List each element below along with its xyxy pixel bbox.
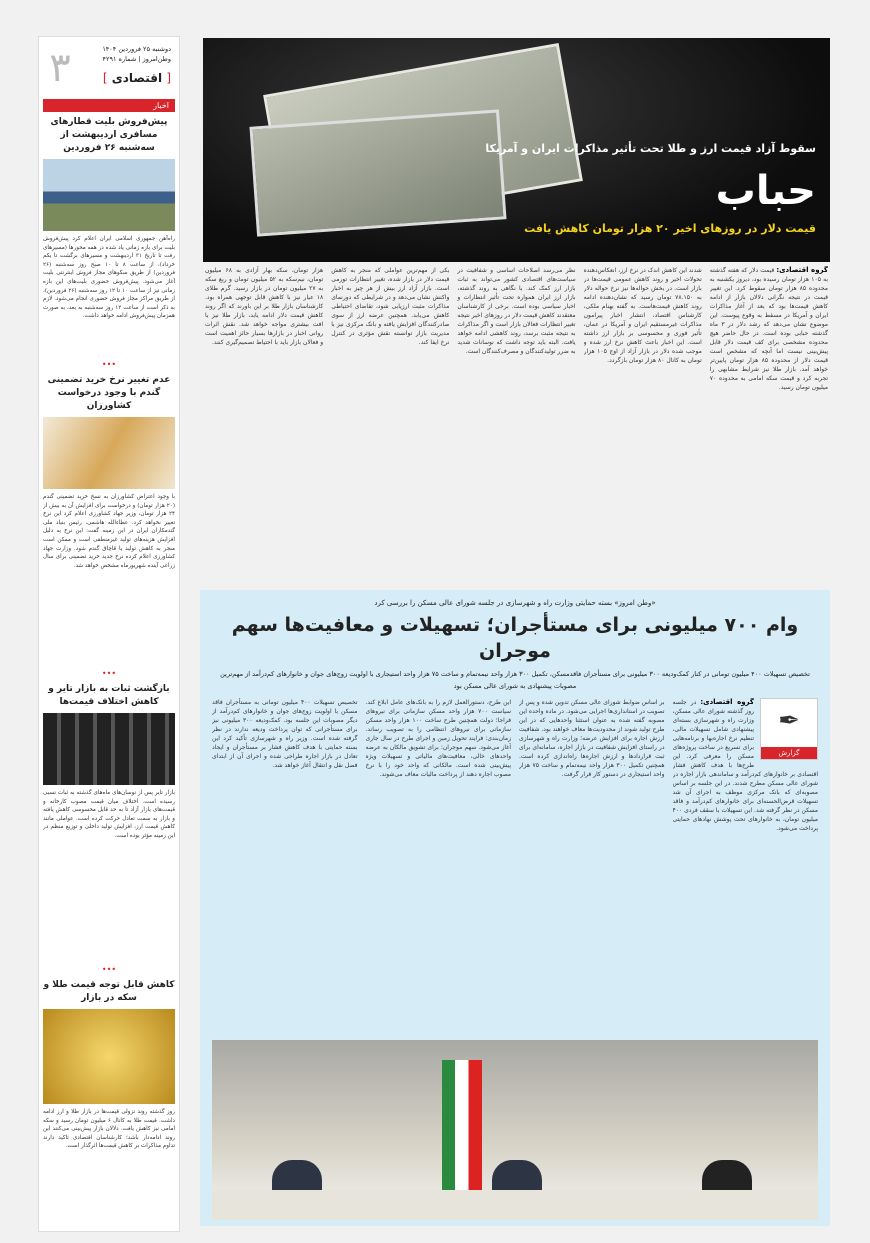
article-column: شدند این کاهش اندک در نرخ ارز، انعکاس‌دهنده تحولات اخیر و روند کاهش عمومی قیمت‌ها در بازار است. در بخش حواله‌ها نیز نرخ حواله دلار به ۷۸.۱۵۰ تومان رسید که نشان‌دهنده ادامه روند کاهش قیمت‌هاست. به گفته بهنام ملکی، کارشناس اقتصاد، انتشار اخبار پیرامون مذاکرات غیرمستقیم ایران و آمریکا در عمان، تأثیر فوری و محسوسی بر بازار ارز داشته است. این اخبار باعث کاهش نرخ ارز شده و موجب شده دلار در بازار آزاد از اوج ۱۰۵ هزار تومان به کانال ۸۰ هزار تومان بازگردد.	[583, 267, 702, 364]
separator-dots: •••	[101, 669, 117, 678]
train-image	[43, 159, 175, 231]
article-column: هزار تومان، سکه بهار آزادی به ۶۸ میلیون تومان، نیم‌سکه به ۵۲ میلیون تومان و ربع سکه به ۲۷ میلیون تومان در بازار رسید. گرم طلای ۱۸ عیار نیز با کاهش قابل توجهی همراه بود. کارشناسان بازار طلا بر این باورند که اگر روند کاهش قیمت دلار ادامه یابد، بازار طلا نیز با افت بیشتری مواجه خواهد شد. نقش اثرات روانی اخبار در بازارها بسیار حائز اهمیت است و فعالان بازار باید با احتیاط تصمیم‌گیری کنند.	[204, 267, 324, 346]
housing-article	[200, 590, 830, 1226]
article-column: گروه اقتصادی: قیمت دلار که هفته گذشته به ۱۰۵ هزار تومان رسیده بود، دیروز یکشنبه به محدوده ۸۵ هزار تومان سقوط کرد. این تغییر قیمت در نتیجه نگرانی دلالان بازار از ادامه کاهش قیمت‌ها بود که بعد از آغاز مذاکرات ایران و آمریکا در مسقط به وقوع پیوست. این موضوع نشان می‌دهد که رشد دلار در ۳ ماه گذشته حبابی بوده است. در حال حاضر هیچ محدوده مشخصی برای کف قیمت دلار قابل پیش‌بینی نیست اما آنچه که مشخص است قیمت دلار از محدوده ۸۵ هزار تومان پایین‌تر خواهد آمد. بازار طلا نیز شرایط مشابهی را تجربه کرد و قیمت سکه امامی به محدوده ۷۰ میلیون تومان رسید.	[709, 266, 828, 391]
article-column: نظر می‌رسد اصلاحات اساسی و شفافیت در سیاست‌های اقتصادی کشور می‌تواند به ثبات بازار ارز کمک کند. با نگاهی به روند گذشته، بازار ارز ایران همواره تحت تأثیر انتظارات و اخبار سیاسی بوده است. برخی از کارشناسان معتقدند کاهش قیمت دلار در روزهای اخیر نتیجه تغییر انتظارات فعالان بازار است و اگر مذاکرات به نتیجه مثبت برسد، روند کاهشی ادامه خواهد یافت. البته باید توجه داشت که نوسانات شدید به ضرر تولیدکنندگان و مصرف‌کنندگان است.	[457, 267, 576, 355]
article-column: بکی از مهم‌ترین عواملی که منجر به کاهش قیمت دلار در بازار شده، تغییر انتظارات تورمی است. بازار آزاد ارز بیش از هر چیز به اخبار واکنش نشان می‌دهد و در شرایطی که دورنمای مذاکرات مثبت ارزیابی شود، تقاضای احتیاطی کاهش می‌یابد. همچنین عرضه ارز از سوی صادرکنندگان افزایش یافته و بانک مرکزی نیز با مدیریت بازار توانسته نقش مؤثری در کنترل نرخ ایفا کند.	[331, 267, 450, 346]
article-column: تخصیص تسهیلات ۴۰۰ میلیون تومانی به مستأجران فاقد مسکن با اولویت زوج‌های جوان و خانوارهای کم‌درآمد از دیگر مصوبات این جلسه بود. کمک‌ودیعه ۳۰۰ میلیونی نیز برای مستأجرانی که توان پرداخت ودیعه ندارند در نظر گرفته شده است. وزیر راه و شهرسازی تأکید کرد این بسته حمایتی با هدف کاهش فشار بر مستأجران و ایجاد تعادل در بازار اجاره طراحی شده و اجرای آن از ابتدای فصل نقل و انتقال آغاز خواهد شد.	[212, 699, 358, 769]
article-lead: گروه اقتصادی:	[700, 698, 754, 706]
iran-flag	[442, 1060, 482, 1190]
gold-coins-image	[43, 1009, 175, 1104]
news-item[interactable]: پیش‌فروش بلیت قطارهای مسافری اردیبهشت از سه‌شنبه ۲۶ فروردین راه‌آهن جمهوری اسلامی ایران اعلام کرد پیش‌فروش بلیت برای بازه زمانی یاد شده در همه محورها (مسیرهای رفت تا تاریخ ۳۱ اردیبهشت و مسیرهای برگشت تا یکم خرداد)، از ساعت ۸ تا ۱۰ صبح روز سه‌شنبه (۲۶ فروردین) از طریق سکوهای مجاز فروش اینترنتی بلیت آغاز می‌شود. پیش‌فروش حضوری بلیت‌های این بازه زمانی نیز از ساعت ۱۰ تا ۱۲ روز سه‌شنبه (۲۶ فروردین)، از طریق مراکز مجاز فروش حضوری انجام می‌شود. لازم به ذکر است از ساعت ۱۲ روز سه‌شنبه به بعد، به صورت همزمان پیش‌فروش ادامه خواهد داشت.	[43, 117, 175, 320]
article-column: ✒ گزارش گروه اقتصادی: در جلسه روز گذشته شورای عالی مسکن، وزارت راه و شهرسازی بسته‌ای پیشنهادی شامل تسهیلات مالی، تنظیم نرخ اجاره‌بها و برنامه‌هایی برای تسریع در ساخت پروژه‌های مسکن را معرفی کرد. این طرح‌ها با هدف کاهش فشار اقتصادی بر خانوارهای کم‌درآمد و ساماندهی بازار اجاره در شورای عالی مسکن مطرح شدند. در این جلسه بر اساس مصوبه‌ای که بانک مرکزی موظف به اجرای آن شد تسهیلات قرض‌الحسنه‌ای برای خانوارهای کم‌درآمد و فاقد مسکن در نظر گرفته شد. این تسهیلات با سقف فردی ۴۰۰ میلیون تومان، به خانوارهای تحت پوشش نهادهای حمایتی پرداخت می‌شود.	[672, 698, 818, 832]
article-lead: گروه اقتصادی:	[776, 266, 828, 274]
article-title[interactable]: وام ۷۰۰ میلیونی برای مستأجران؛ تسهیلات و معافیت‌ها سهم موجران	[231, 614, 799, 662]
dollar-bill-image	[249, 109, 506, 236]
issue-info: دوشنبه ۲۵ فروردین ۱۴۰۴ وطن‌امروز | شماره ۴۲۹۱	[102, 45, 171, 63]
news-headline[interactable]: بازگشت ثبات به بازار تایر و کاهش اختلاف قیمت‌ها	[48, 684, 170, 707]
sidebar	[38, 36, 180, 1232]
tires-image	[43, 713, 175, 785]
wheat-image	[43, 417, 175, 489]
news-label: اخبار	[43, 99, 175, 112]
article-column: بر اساس ضوابط شورای عالی مسکن تدوین شده و پس از تصویب در استانداری‌ها اجرایی می‌شود. در ماده واحده این مصوبه گفته شده به عنوان استثنا واحدهایی که در این طرح تولید شوند از محدودیت‌ها معاف خواهند بود. شفافیت ارزش اجاره برای افزایش عرضه؛ وزارت راه و شهرسازی در راستای افزایش شفافیت در بازار اجاره، سامانه‌ای برای ثبت قراردادها و ارزش اجاره‌ها راه‌اندازی کرده است. همچنین تکمیل ۳۰۰ هزار واحد نیمه‌تمام و ساخت ۷۵ هزار واحد استیجاری در دستور کار قرار گرفت.	[519, 699, 665, 778]
section-title: [ اقتصادی ]	[102, 71, 171, 85]
news-headline[interactable]: عدم تغییر نرخ خرید تضمینی گندم با وجود درخواست کشاورزان	[47, 375, 171, 411]
news-item[interactable]: ••• کاهش قابل توجه قیمت طلا و سکه در بازار روز گذشته روند نزولی قیمت‌ها در بازار طلا و ارز ادامه داشت. قیمت طلا به کانال ۶ میلیون تومان رسید و سکه امامی نیز کاهش یافت. دلالان بازار پیش‌بینی می‌کنند این روند ادامه‌دار باشد؛ کارشناسان اقتصادی تاکید دارند تداوم مذاکرات بر کاهش قیمت‌ها اثرگذار است.	[43, 965, 175, 1150]
fountain-pen-icon: ✒	[778, 706, 800, 736]
meeting-photo	[212, 1040, 818, 1220]
separator-dots: •••	[101, 360, 117, 369]
article-column: این طرح، دستورالعمل لازم را به بانک‌های عامل ابلاغ کند. سیاست ۷۰۰ هزار واحد مسکن سازمانی برای نیروهای فراجا؛ دولت همچنین طرح ساخت ۱۰۰ هزار واحد مسکن سازمانی برای نیروهای انتظامی را به تصویب رساند. زمان‌بندی: فرایند تحویل زمین و اجرای طرح در سال جاری آغاز می‌شود. سهم موجران: برای تشویق مالکان به عرضه واحدهای خالی، معافیت‌های مالیاتی و تسهیلات ویژه پیش‌بینی شده است. مالکانی که واحد خود را با نرخ مصوب اجاره دهند از پرداخت مالیات معاف می‌شوند.	[365, 699, 511, 778]
hero-banner	[203, 38, 830, 262]
page-number: ۳	[49, 45, 71, 91]
hero-kicker: سقوط آزاد قیمت ارز و طلا تحت تأثیر مذاکرات ایران و آمریکا	[485, 142, 816, 155]
housing-article-body	[212, 698, 818, 1034]
article-subtitle: تخصیص تسهیلات ۴۰۰ میلیون تومانی در کنار کمک‌ودیعه ۳۰۰ میلیونی برای مستأجران فاقدمسکن، تکمیل ۳۰۰ هزار واحد نیمه‌تمام و ساخت ۷۵ هزار واحد استیجاری با اولویت زوج‌های جوان و خانوارهای کم‌درآمد از مهم‌ترین مصوبات پیشنهادی به شورای عالی مسکن بود	[220, 670, 810, 690]
report-badge: ✒ گزارش	[760, 698, 818, 760]
separator-dots: •••	[101, 965, 117, 974]
news-item[interactable]: ••• بازگشت ثبات به بازار تایر و کاهش اختلاف قیمت‌ها بازار تایر پس از نوسان‌های ماه‌های گذشته به ثبات نسبی رسیده است. اختلاف میان قیمت مصوب کارخانه و قیمت‌های بازار آزاد تا به حد قابل محسوسی کاهش یافته و بازار به سمت تعادل حرکت کرده است. عواملی مانند کاهش قیمت ارز، افزایش تولید داخلی و توزیع منظم در این زمینه مؤثر بوده است.	[43, 669, 175, 839]
news-item[interactable]: ••• عدم تغییر نرخ خرید تضمینی گندم با وجود درخواست کشاورزان با وجود اعتراض کشاورزان به نسخ خرید تضمینی گندم (۲۰ هزار تومان) و درخواست برای افزایش آن به بیش از ۲۴ هزار تومان، وزیر جهاد کشاورزی اعلام کرد این نرخ تغییر نخواهد کرد. عطاءالله هاشمی، رئیس بنیاد ملی گندمکاران ایران در این زمینه گفت: این نرخ به دلیل افزایش هزینه‌های تولید غیرمنطقی است و ممکن است منجر به کاهش تولید یا قاچاق گندم شود. وزارت جهاد کشاورزی اعلام کرده نرخ جدید خرید تضمینی برای سال زراعی آینده شهریورماه مشخص خواهد شد.	[43, 360, 175, 569]
article-kicker: «وطن امروز» بسته حمایتی وزارت راه و شهرسازی در جلسه شورای عالی مسکن را بررسی کرد	[374, 599, 656, 607]
news-headline[interactable]: پیش‌فروش بلیت قطارهای مسافری اردیبهشت از سه‌شنبه ۲۶ فروردین	[50, 117, 168, 153]
news-headline[interactable]: کاهش قابل توجه قیمت طلا و سکه در بازار	[43, 980, 175, 1003]
main-article-body	[205, 266, 828, 580]
masthead	[43, 41, 175, 95]
hero-subtitle: قیمت دلار در روزهای اخیر ۲۰ هزار تومان کاهش یافت	[524, 222, 816, 235]
hero-title: حباب	[715, 168, 816, 214]
